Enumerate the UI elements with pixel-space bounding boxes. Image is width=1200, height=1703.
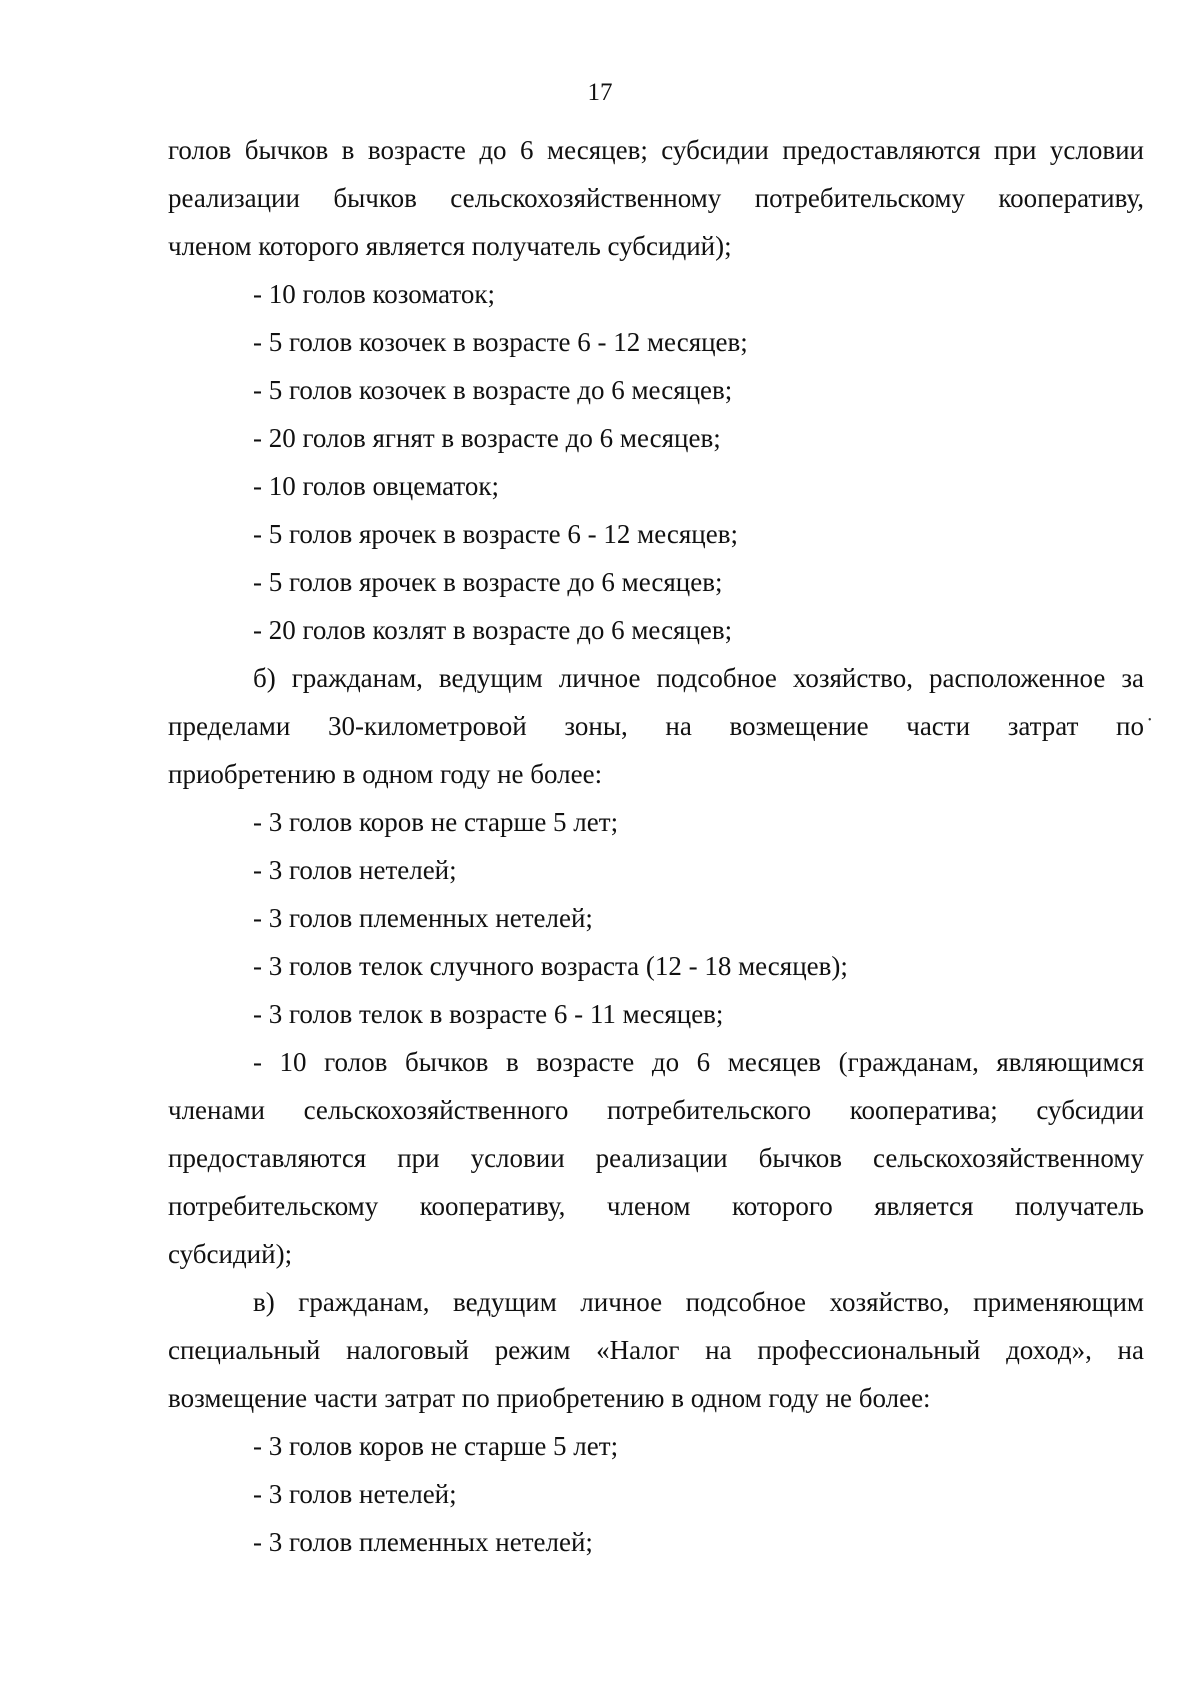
text-line: субсидий); (168, 1239, 293, 1269)
text-line: специальный налоговый режим «Налог на профессиональный доход», на (168, 1335, 1144, 1365)
text-line: возмещение части затрат по приобретению в одном году не более: (168, 1383, 931, 1413)
list-item: - 10 голов овцематок; (253, 471, 499, 501)
list-item: - 5 голов козочек в возрасте до 6 месяцев; (253, 375, 733, 405)
list-item: - 20 голов козлят в возрасте до 6 месяцев; (253, 615, 733, 645)
list-item: - 10 голов козоматок; (253, 279, 495, 309)
list-item: - 20 голов ягнят в возрасте до 6 месяцев; (253, 423, 721, 453)
list-item: - 3 голов коров не старше 5 лет; (253, 807, 619, 837)
text-line: голов бычков в возрасте до 6 месяцев; субсидии предоставляются при условии (168, 135, 1144, 165)
list-item: - 3 голов племенных нетелей; (253, 1527, 593, 1557)
list-item: - 3 голов телок случного возраста (12 - 18 месяцев); (253, 951, 848, 981)
body-text (168, 126, 1144, 1566)
list-item: - 3 голов нетелей; (253, 1479, 457, 1509)
list-item: - 5 голов ярочек в возрасте 6 - 12 месяцев; (253, 519, 738, 549)
list-item: - 10 голов бычков в возрасте до 6 месяцев (гражданам, являющимся (253, 1047, 1144, 1077)
page-number: 17 (587, 79, 613, 106)
list-item: - 5 голов ярочек в возрасте до 6 месяцев; (253, 567, 723, 597)
list-item: - 3 голов коров не старше 5 лет; (253, 1431, 619, 1461)
text-line: пределами 30-километровой зоны, на возмещение части затрат по (168, 711, 1144, 741)
text-line: в) гражданам, ведущим личное подсобное хозяйство, применяющим (253, 1287, 1144, 1317)
text-line: б) гражданам, ведущим личное подсобное хозяйство, расположенное за (253, 663, 1144, 693)
text-line: предоставляются при условии реализации бычков сельскохозяйственному (168, 1143, 1144, 1173)
list-item: - 5 голов козочек в возрасте 6 - 12 месяцев; (253, 327, 748, 357)
text-line: реализации бычков сельскохозяйственному потребительскому кооперативу, (168, 183, 1144, 213)
text-line: членами сельскохозяйственного потребительского кооператива; субсидии (168, 1095, 1144, 1125)
list-item: - 3 голов племенных нетелей; (253, 903, 593, 933)
text-line: членом которого является получатель субсидий); (168, 231, 732, 261)
text-line: потребительскому кооперативу, членом которого является получатель (168, 1191, 1144, 1221)
list-item: - 3 голов нетелей; (253, 855, 457, 885)
list-item: - 3 голов телок в возрасте 6 - 11 месяцев; (253, 999, 724, 1029)
margin-mark: • (1148, 715, 1152, 726)
text-line: приобретению в одном году не более: (168, 759, 603, 789)
